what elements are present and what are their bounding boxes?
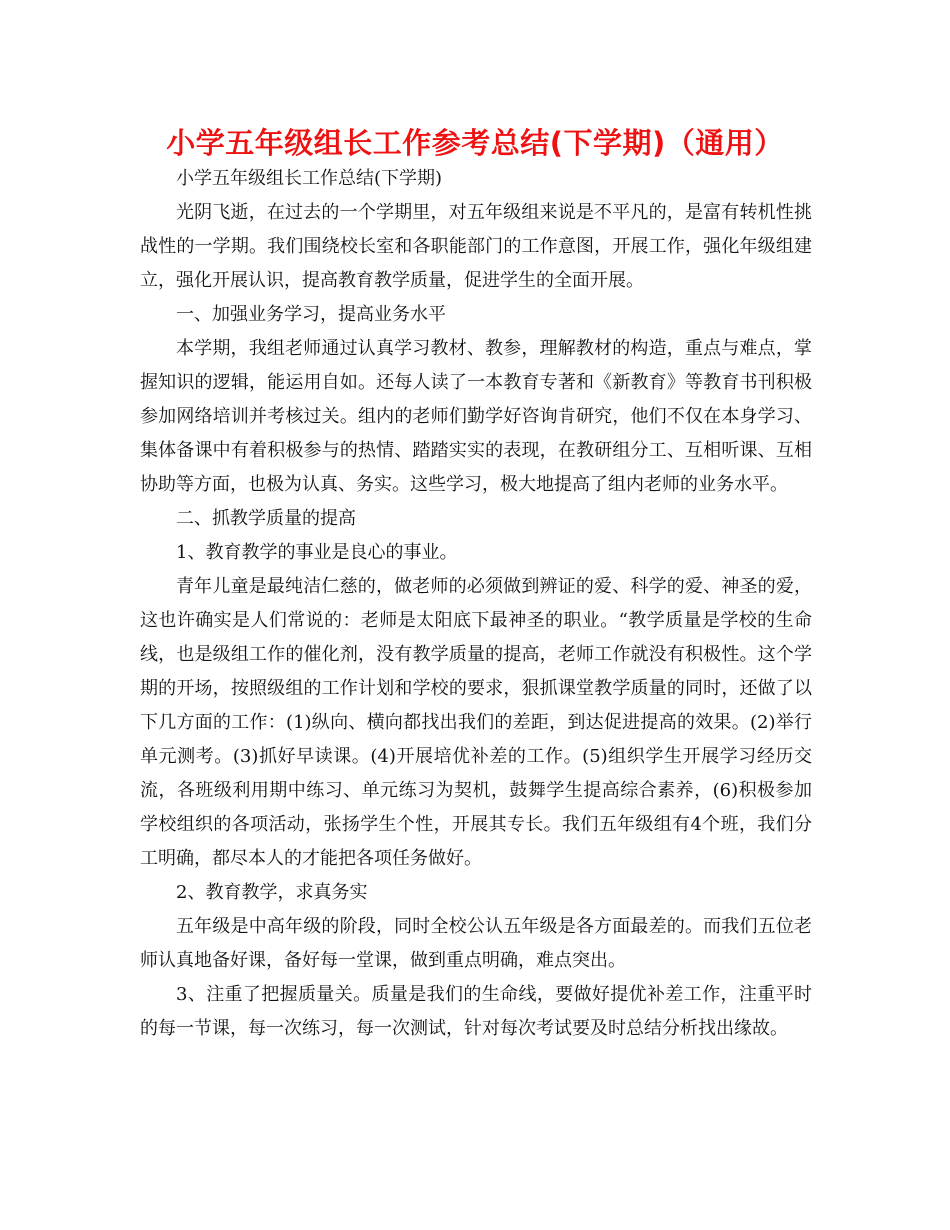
section-1-paragraph: 本学期，我组老师通过认真学习教材、教参，理解教材的构造，重点与难点，掌握知识的逻辑，能运用自如。还每人读了一本教育专著和《新教育》等教育书刊积极参加网络培训并考核过关。组内的老师们勤学好咨询肯研究，他们不仅在本身学习、集体备课中有着积极参与的热情、踏踏实实的表现，在教研组分工、互相听课、互相协助等方面，也极为认真、务实。这些学习，极大地提高了组内老师的业务水平。 — [140, 338, 812, 495]
document-subtitle: 小学五年级组长工作总结(下学期) — [176, 168, 443, 189]
subsection-heading-2-2: 2、教育教学，求真务实 — [176, 882, 368, 903]
subsection-2-3-paragraph: 3、注重了把握质量关。质量是我们的生命线，要做好提优补差工作，注重平时的每一节课，每一次练习，每一次测试，针对每次考试要及时总结分析找出缘故。 — [140, 984, 812, 1039]
section-heading-1: 一、加强业务学习，提高业务水平 — [176, 304, 446, 325]
subsection-2-1-paragraph: 青年儿童是最纯洁仁慈的，做老师的必须做到辨证的爱、科学的爱、神圣的爱，这也许确实是人们常说的：老师是太阳底下最神圣的职业。“教学质量是学校的生命线，也是级组工作的催化剂，没有教学质量的提高，老师工作就没有积极性。这个学期的开场，按照级组的工作计划和学校的要求，狠抓课堂教学质量的同时，还做了以下几方面的工作：(1)纵向、横向都找出我们的差距，到达促进提高的效果。(2)举行单元测考。(3)抓好早读课。(4)开展培优补差的工作。(5)组织学生开展学习经历交流，各班级利用期中练习、单元练习为契机，鼓舞学生提高综合素养，(6)积极参加学校组织的各项活动，张扬学生个性，开展其专长。我们五年级组有4个班，我们分工明确，都尽本人的才能把各项任务做好。 — [140, 576, 812, 869]
document-body — [140, 162, 812, 1046]
subsection-heading-2-1: 1、教育教学的事业是良心的事业。 — [176, 542, 458, 563]
document-title: 小学五年级组长工作参考总结(下学期)（通用） — [166, 126, 784, 160]
section-heading-2: 二、抓教学质量的提高 — [176, 508, 356, 529]
intro-paragraph: 光阴飞逝，在过去的一个学期里，对五年级组来说是不平凡的，是富有转机性挑战性的一学期。我们围绕校长室和各职能部门的工作意图，开展工作，强化年级组建立，强化开展认识，提高教育教学质量，促进学生的全面开展。 — [140, 202, 812, 291]
subsection-2-2-paragraph: 五年级是中高年级的阶段，同时全校公认五年级是各方面最差的。而我们五位老师认真地备好课，备好每一堂课，做到重点明确，难点突出。 — [140, 916, 812, 971]
